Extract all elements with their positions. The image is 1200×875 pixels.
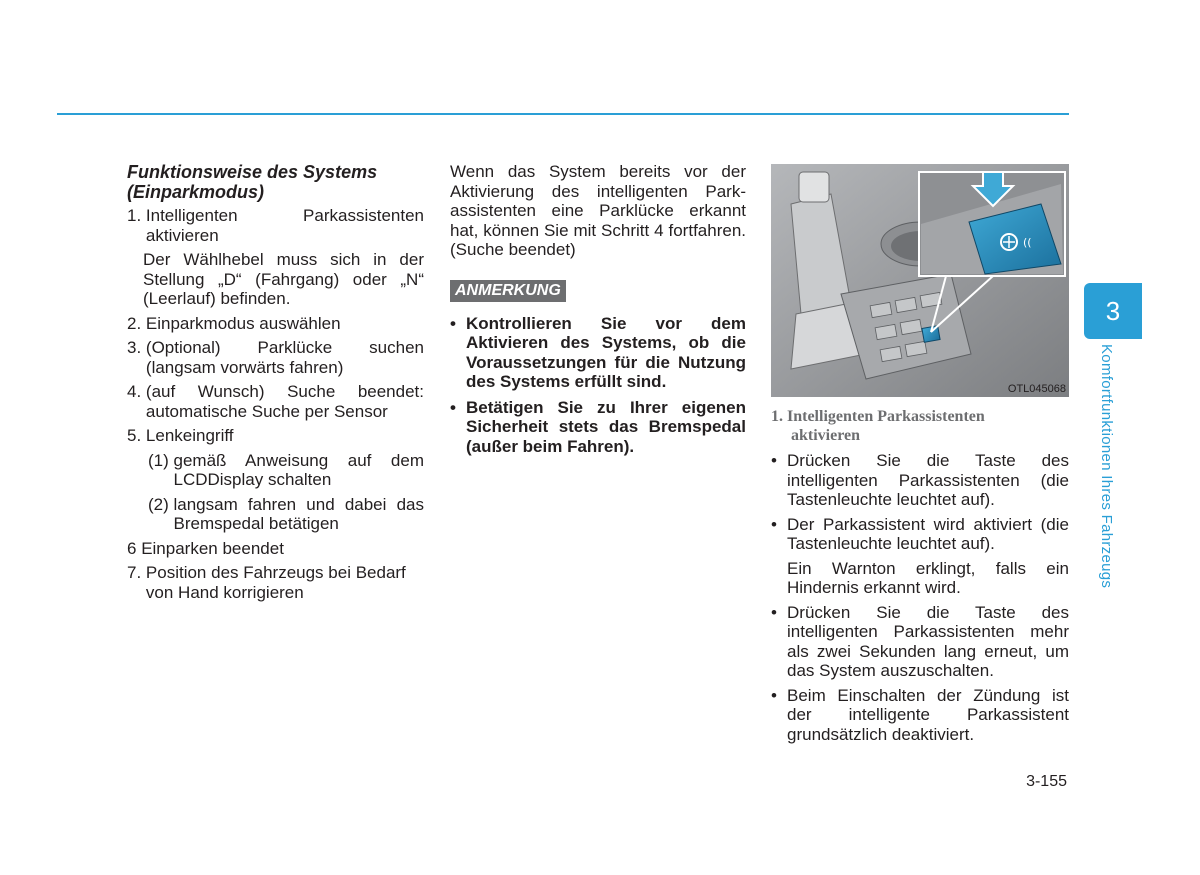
sub-list-item-number: (1) <box>148 450 174 470</box>
figure-code: OTL045068 <box>1007 383 1066 395</box>
bullet-dot-icon: • <box>771 451 777 470</box>
list-item-number: 2. <box>127 313 146 333</box>
chapter-title <box>1098 344 1122 614</box>
list-item <box>771 603 1069 681</box>
sub-list-item <box>148 495 424 534</box>
page-number: 3-155 <box>1026 773 1067 790</box>
list-item-number: 5. <box>127 426 146 445</box>
right-column <box>771 164 1069 749</box>
note-badge: ANMERKUNG <box>450 280 566 302</box>
list-item-text: Position des Fahrzeugs bei Bedarf von Hand korrigieren <box>145 563 406 602</box>
bullet-dot-icon: • <box>771 514 777 534</box>
list-item-number: 1. <box>127 206 146 225</box>
list-item-number: 6 <box>127 538 142 558</box>
list-item <box>127 539 424 559</box>
sub-list-item-text: gemäß Anweisung auf dem LCDDisplay schalten <box>173 450 424 489</box>
list-item <box>771 686 1069 745</box>
note-bullet <box>450 398 746 457</box>
list-item <box>127 314 424 334</box>
list-item-number: 4. <box>127 382 146 401</box>
sub-list-item-text: langsam fahren und dabei das Bremspedal betätigen <box>173 494 424 533</box>
left-column <box>127 162 424 607</box>
middle-column <box>450 162 746 462</box>
console-photo <box>771 164 1069 397</box>
list-item-text: Einparkmodus auswählen <box>145 313 341 333</box>
note-bullet-text: Betätigen Sie zu Ihrer eigenen Sicherheit stets das Bremspedal (außer beim Fahren). <box>466 397 746 456</box>
list-item-text: Einparken beendet <box>141 538 284 558</box>
list-item-text: (Optional) Parklücke suchen (langsam vorwärts fahren) <box>145 338 424 377</box>
list-item-text: Drücken Sie die Taste des intelligenten Parkassistenten mehr als zwei Sekunden lang erneut, um das System auszuschalten. <box>787 602 1069 680</box>
list-item <box>127 426 424 446</box>
list-item-text: Drücken Sie die Taste des intelligenten Parkassistenten (die Tastenleuchte leuchtet auf). <box>787 451 1069 509</box>
svg-text:((: (( <box>1023 236 1032 249</box>
list-item-text: Lenkeingriff <box>145 426 234 445</box>
list-item <box>127 563 424 602</box>
note-bullet <box>450 314 746 392</box>
bullet-dot-icon: • <box>771 685 777 705</box>
list-item-number: 7. <box>127 563 146 582</box>
list-item-note: Der Wählhebel muss sich in der Stellung „D“ (Fahrgang) oder „N“ (Leerlauf) befinden. <box>143 250 424 308</box>
figure-caption-line1: 1. Intelligenten Parkassistenten <box>771 408 985 425</box>
note-bullet-text: Kontrollieren Sie vor dem Aktivieren des Systems, ob die Voraussetzungen für die Nutzung des Systems erfüllt sind. <box>466 313 746 391</box>
sub-list-item-number: (2) <box>148 494 174 514</box>
section-heading-line2: (Einparkmodus) <box>127 182 265 202</box>
list-item-text: Der Parkassistent wird aktiviert (die Tastenleuchte leuchtet auf). <box>787 514 1069 553</box>
list-item <box>771 515 1069 554</box>
header-rule <box>57 113 1069 115</box>
section-heading <box>127 162 424 202</box>
list-item <box>771 451 1069 510</box>
section-heading-line1: Funktionsweise des Systems <box>127 162 378 182</box>
figure-caption <box>771 407 1069 445</box>
figure-caption-line2: aktivieren <box>791 427 861 444</box>
list-item-number: 3. <box>127 338 146 357</box>
console-illustration <box>771 164 1069 397</box>
list-item <box>127 338 424 377</box>
bullet-dot-icon: • <box>771 602 777 622</box>
bullet-dot-icon: • <box>450 313 456 333</box>
bullet-dot-icon: • <box>450 397 456 417</box>
list-item-text: Intelligenten Parkassistenten aktivieren <box>145 206 424 245</box>
list-item <box>127 382 424 421</box>
list-item-text: (auf Wunsch) Suche beendet: automatische Suche per Sensor <box>145 382 424 421</box>
chapter-tab[interactable]: 3 <box>1084 283 1142 339</box>
list-item-text: Beim Einschalten der Zündung ist der intelligente Parkassistent grundsätzlich deaktiviert. <box>787 685 1069 744</box>
sub-list-item <box>148 451 424 490</box>
intro-paragraph: Wenn das System bereits vor der Aktivierung des intelligenten Parkassistenten eine Parklücke erkannt hat, können Sie mit Schritt 4 fortfahren. (Suche beendet) <box>450 162 746 259</box>
list-item-note: Ein Warnton erklingt, falls ein Hindernis erkannt wird. <box>787 558 1069 597</box>
chapter-title-text: Komfortfunktionen Ihres Fahrzeugs <box>1098 344 1115 589</box>
list-item <box>127 206 424 245</box>
